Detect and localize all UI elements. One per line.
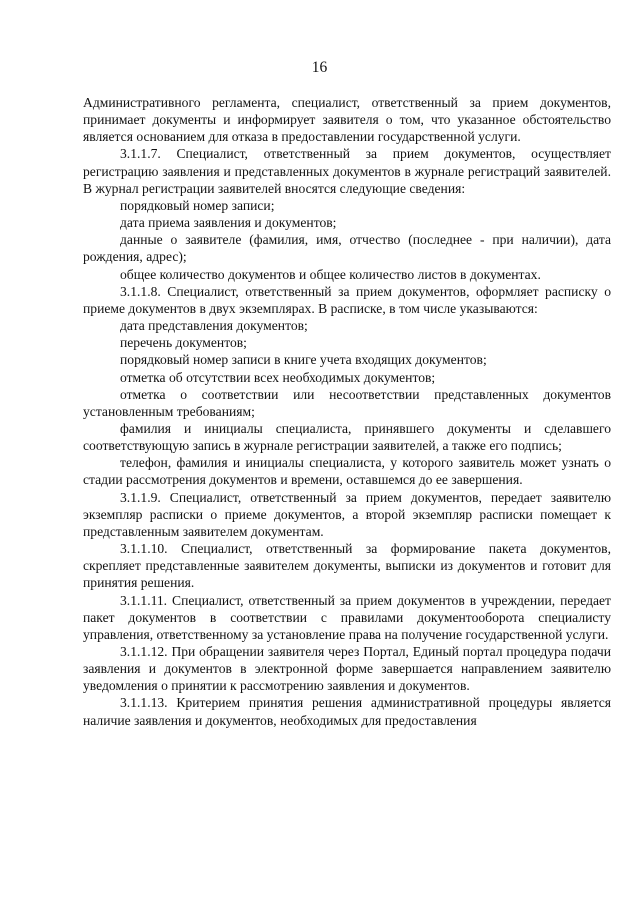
page-number: 16 [311,59,328,76]
list-item-registry-number: порядковый номер записи в книге учета входящих документов; [120,352,487,368]
paragraph-3-1-1-11: 3.1.1.11. Специалист, ответственный за прием документов в учреждении, передает пакет документов в соответствии с правилами документооборота специалисту управления, ответственному за установление права на получение государственной услуги. [83,592,611,642]
list-item-applicant-data: данные о заявителе (фамилия, имя, отчество (последнее - при наличии), дата рождения, адрес); [83,232,611,265]
paragraph-3-1-1-8: 3.1.1.8. Специалист, ответственный за прием документов, оформляет расписку о приеме документов в двух экземплярах. В расписке, в том числе указываются: [83,283,611,316]
list-item-specialist-signature: фамилия и инициалы специалиста, принявшего документы и сделавшего соответствующую запись в журнале регистрации заявителей, а также его подпись; [83,420,611,454]
paragraph-3-1-1-12: 3.1.1.12. При обращении заявителя через Портал, Единый портал процедура подачи заявления и документов в электронной форме завершается направлением заявителю уведомления о принятии к рассмотрению заявления и документов. [83,644,611,694]
paragraph-continuation: Административного регламента, специалист, ответственный за прием документов, принимает документы и информирует заявителя о том, что указанное обстоятельство является основанием для отказа в предоставлении государственной услуги. [83,95,611,145]
paragraph-3-1-1-9: 3.1.1.9. Специалист, ответственный за прием документов, передает заявителю экземпляр расписки о приеме документов, а второй экземпляр расписки помещает к представленным заявителем документам. [83,489,611,539]
paragraph-3-1-1-7: 3.1.1.7. Специалист, ответственный за прием документов, осуществляет регистрацию заявления и представленных документов в журнале регистраций заявителей. В журнал регистрации заявителей вносятся следующие сведения: [83,146,611,196]
list-item-application-date: дата приема заявления и документов; [120,215,337,231]
document-body [83,94,611,729]
list-item-specialist-phone: телефон, фамилия и инициалы специалиста, у которого заявитель может узнать о стадии рассмотрения документов и времени, оставшемся до ее завершения. [83,455,611,488]
paragraph-3-1-1-13: 3.1.1.13. Критерием принятия решения административной процедуры является наличие заявления и документов, необходимых для предоставления [83,695,611,728]
list-item-record-number: порядковый номер записи; [120,197,275,213]
list-item-document-count: общее количество документов и общее количество листов в документах. [120,266,541,282]
list-item-submission-date: дата представления документов; [120,318,308,334]
list-item-compliance-mark: отметка о соответствии или несоответствии представленных документов установленным требованиям; [83,386,611,419]
list-item-document-list: перечень документов; [120,335,247,351]
list-item-missing-documents: отметка об отсутствии всех необходимых документов; [120,369,436,385]
paragraph-3-1-1-10: 3.1.1.10. Специалист, ответственный за формирование пакета документов, скрепляет представленные заявителем документы, выписки из документов и готовит для принятия решения. [83,541,611,591]
